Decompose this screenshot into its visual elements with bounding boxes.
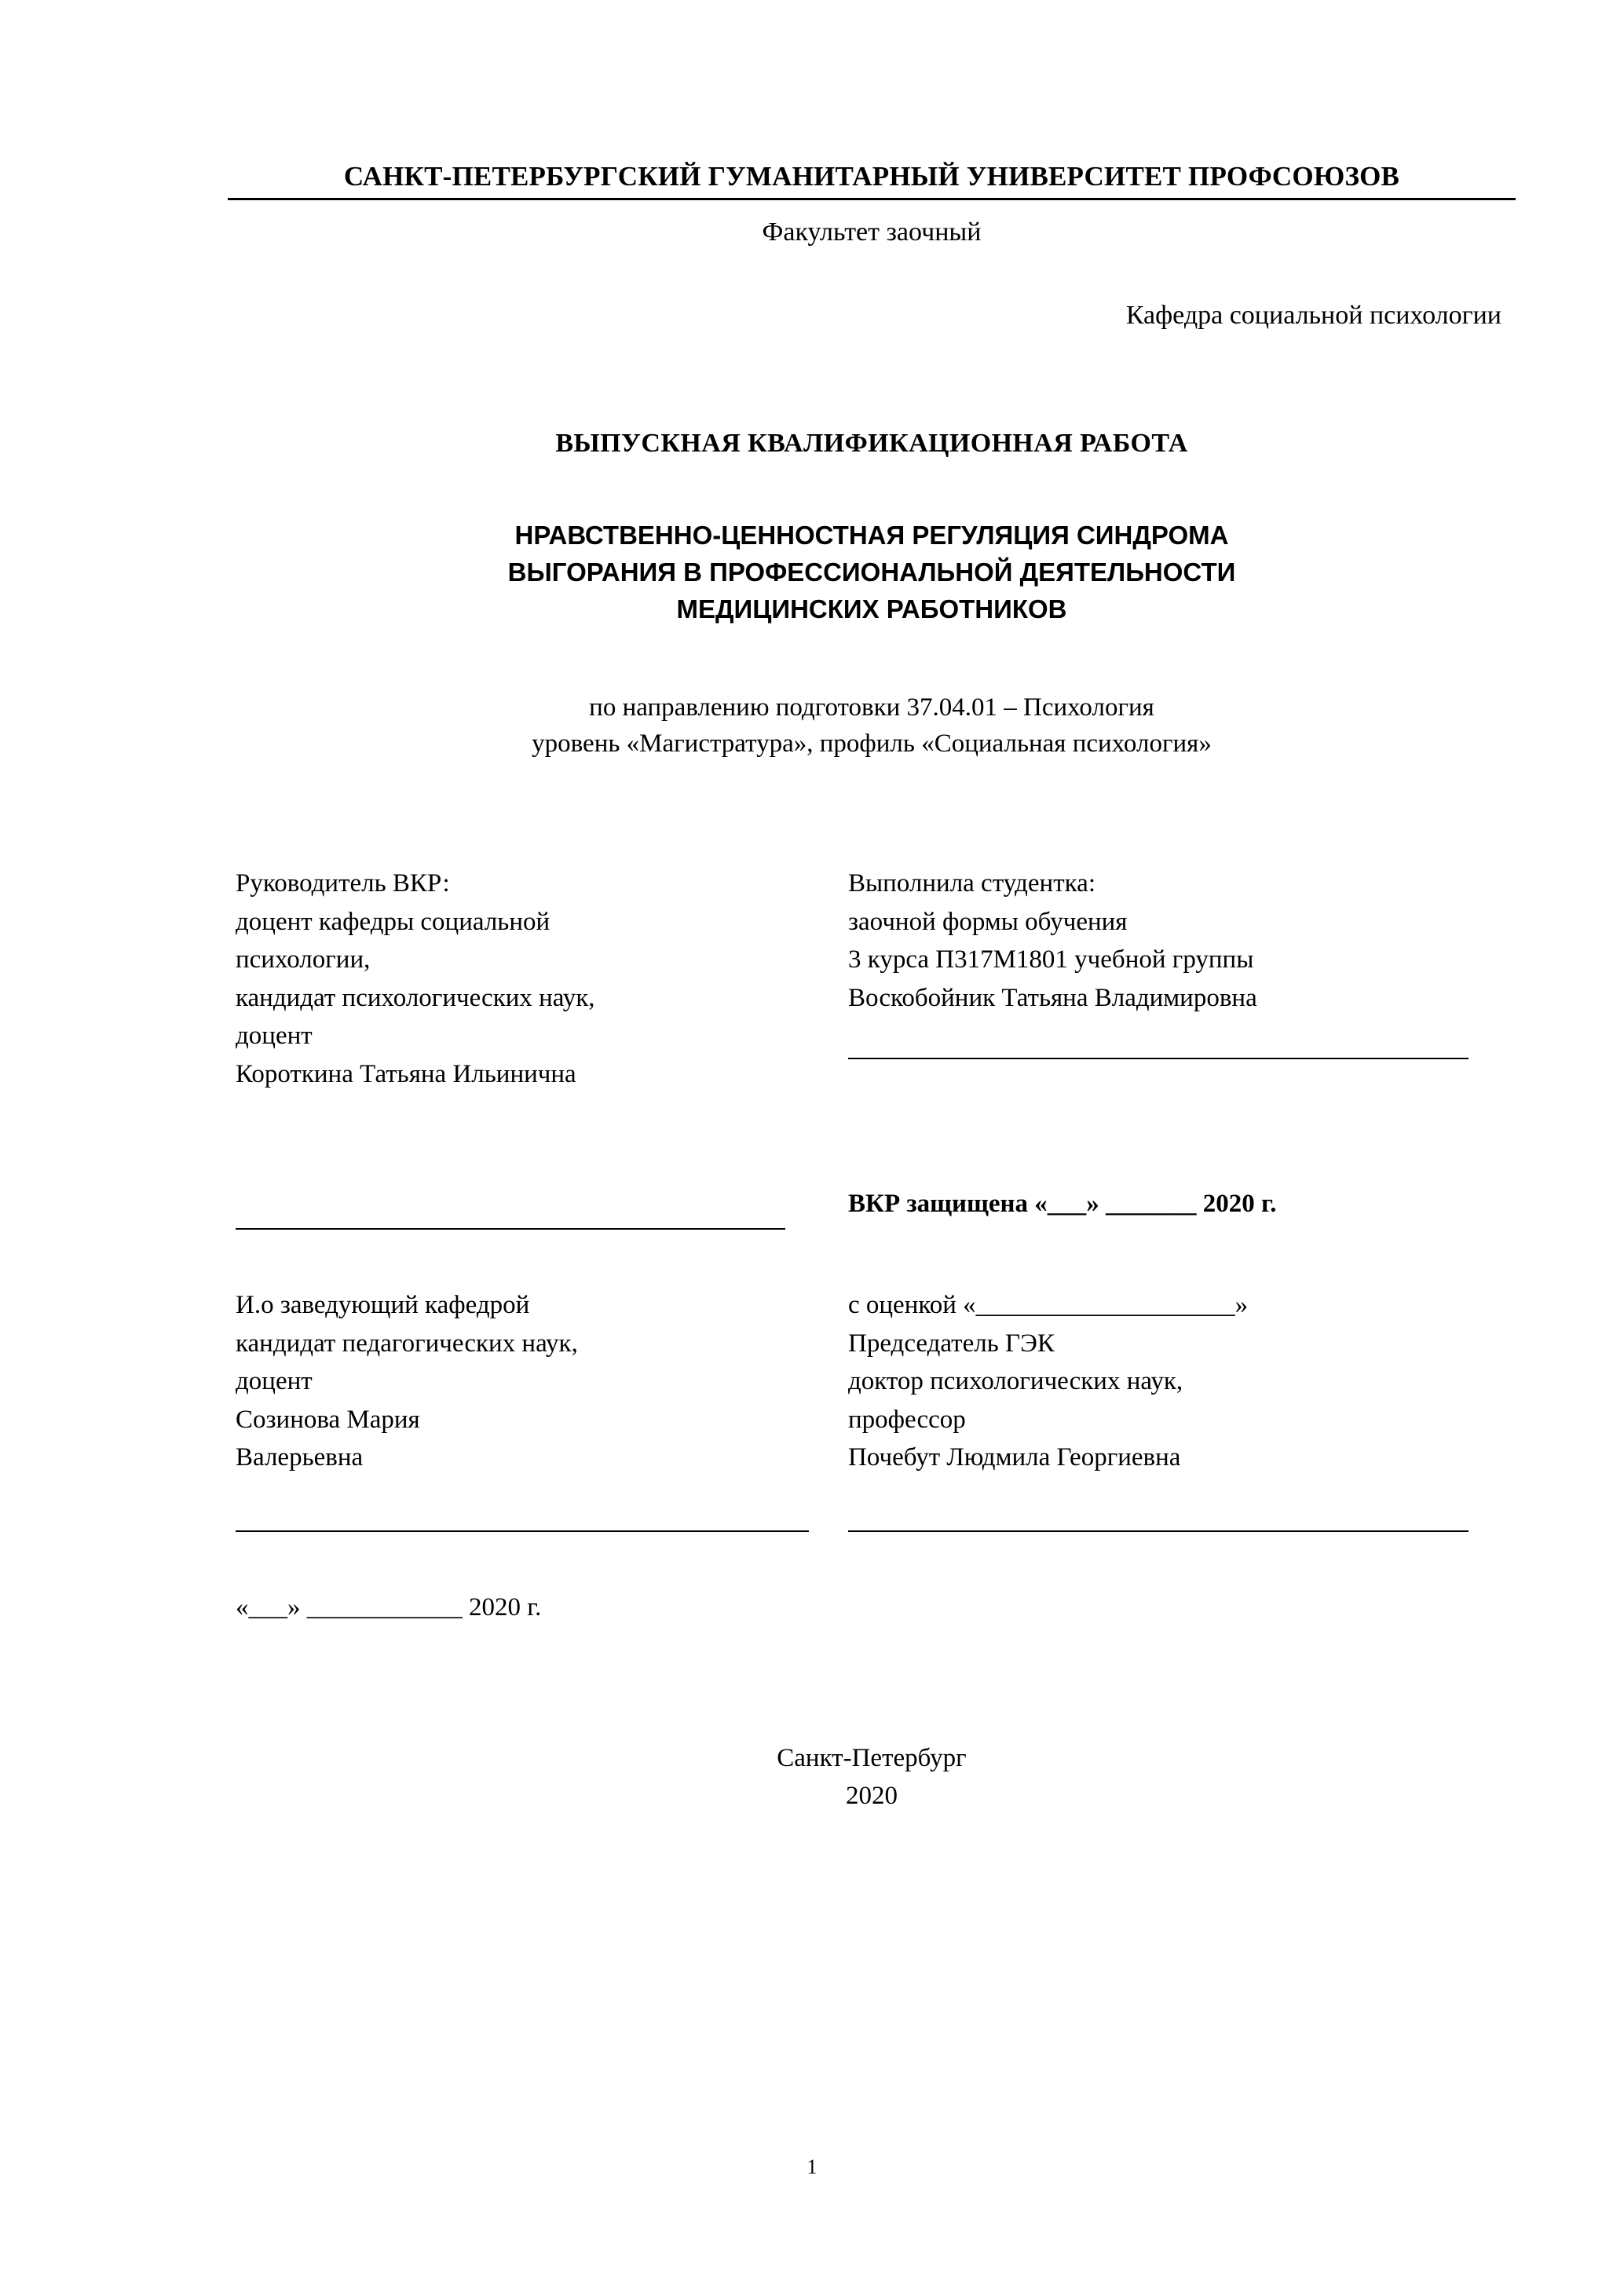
title-page-content — [228, 161, 1516, 1815]
supervisor-line-3: кандидат психологических наук, — [236, 983, 595, 1012]
date-line: «___» ____________ 2020 г. — [236, 1592, 542, 1621]
supervisor-label: Руководитель ВКР: — [236, 869, 450, 898]
faculty-name: Факультет заочный — [762, 218, 982, 247]
student-line-1: заочной формы обучения — [848, 907, 1128, 936]
thesis-title-line-2: ВЫГОРАНИЯ В ПРОФЕССИОНАЛЬНОЙ ДЕЯТЕЛЬНОСТИ — [507, 557, 1236, 587]
head-line-1: И.о заведующий кафедрой — [236, 1291, 530, 1320]
page-number: 1 — [807, 2155, 817, 2178]
commission-chair-block — [848, 1286, 1516, 1532]
head-line-5: Валерьевна — [236, 1443, 364, 1472]
footer-year: 2020 — [846, 1781, 898, 1810]
signature-block-bottom — [228, 1286, 1516, 1532]
head-of-department-block — [228, 1286, 848, 1532]
chair-line-1: Председатель ГЭК — [848, 1329, 1055, 1358]
chair-line-3: профессор — [848, 1405, 966, 1434]
supervisor-line-1: доцент кафедры социальной — [236, 907, 550, 936]
chair-line-2: доктор психологических наук, — [848, 1367, 1183, 1396]
defense-statement: ВКР защищена «___» _______ 2020 г. — [848, 1190, 1277, 1219]
head-line-2: кандидат педагогических наук, — [236, 1329, 578, 1358]
head-line-4: Созинова Мария — [236, 1405, 420, 1434]
work-type: ВЫПУСКНАЯ КВАЛИФИКАЦИОННАЯ РАБОТА — [555, 429, 1188, 458]
department-name: Кафедра социальной психологии — [1125, 301, 1501, 330]
grade-line: с оценкой «____________________» — [848, 1291, 1249, 1320]
supervisor-line-4: доцент — [236, 1022, 313, 1051]
supervisor-line-2: психологии, — [236, 945, 371, 974]
footer-city: Санкт-Петербург — [777, 1743, 967, 1772]
head-line-3: доцент — [236, 1367, 313, 1396]
student-signature-line — [848, 1058, 1469, 1059]
program-line-2: уровень «Магистратура», профиль «Социальная психология» — [532, 729, 1212, 759]
student-line-2: 3 курса П317М1801 учебной группы — [848, 945, 1254, 974]
program-line-1: по направлению подготовки 37.04.01 – Психология — [589, 693, 1154, 722]
thesis-title — [228, 517, 1516, 628]
signature-block-top — [228, 865, 1516, 1230]
thesis-title-line-1: НРАВСТВЕННО-ЦЕННОСТНАЯ РЕГУЛЯЦИЯ СИНДРОМА — [514, 521, 1229, 550]
footer-place — [228, 1740, 1516, 1815]
student-block — [848, 865, 1516, 1230]
supervisor-name: Короткина Татьяна Ильинична — [236, 1059, 576, 1088]
student-name: Воскобойник Татьяна Владимировна — [848, 983, 1257, 1012]
header-divider — [228, 198, 1516, 200]
head-signature-line — [236, 1530, 809, 1532]
supervisor-signature-line — [236, 1228, 785, 1230]
university-name: САНКТ-ПЕТЕРБУРГСКИЙ ГУМАНИТАРНЫЙ УНИВЕРСИТЕТ ПРОФСОЮЗОВ — [343, 161, 1400, 192]
thesis-title-line-3: МЕДИЦИНСКИХ РАБОТНИКОВ — [676, 594, 1067, 623]
chair-name: Почебут Людмила Георгиевна — [848, 1443, 1181, 1472]
chair-signature-line — [848, 1530, 1469, 1532]
student-label: Выполнила студентка: — [848, 869, 1095, 898]
university-header — [228, 161, 1516, 200]
supervisor-block — [228, 865, 848, 1230]
program-info — [228, 689, 1516, 763]
